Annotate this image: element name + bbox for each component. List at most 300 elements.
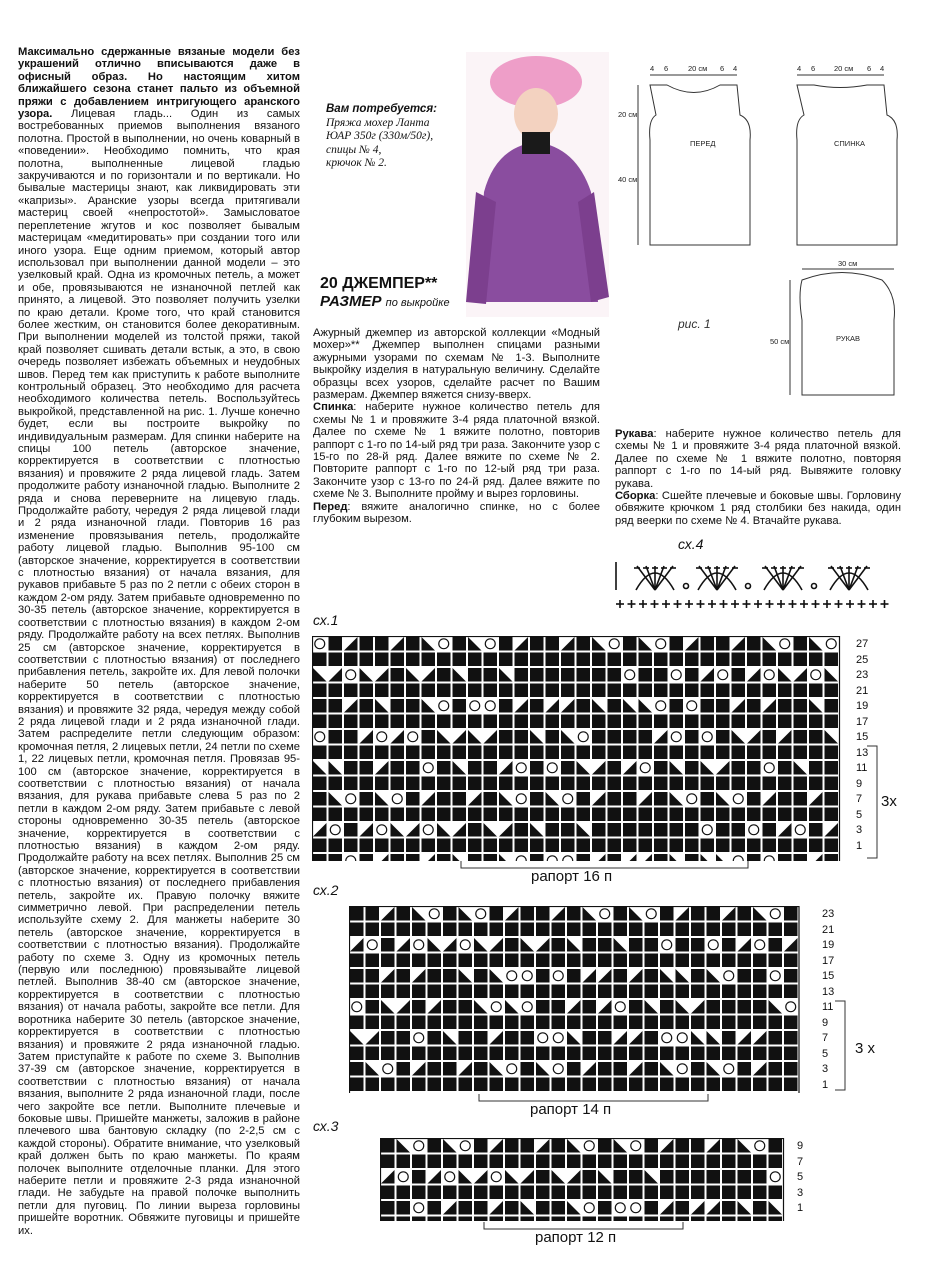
dim-top-i: 6	[867, 64, 872, 73]
chart-cell	[592, 653, 606, 667]
chart-cell	[732, 777, 746, 791]
chart-cell	[412, 1170, 426, 1184]
chart-cell	[763, 777, 777, 791]
chart-cell	[329, 684, 343, 698]
fan-motif	[696, 566, 738, 590]
chart-cell	[722, 923, 736, 937]
chart-cell	[437, 854, 451, 861]
chart-cell	[344, 746, 358, 760]
chart-cell	[738, 1000, 752, 1014]
chart-cell	[809, 839, 823, 853]
chart-cell	[794, 839, 808, 853]
chart-cell	[722, 1186, 736, 1200]
front-outline	[650, 85, 751, 245]
chart-cell	[360, 684, 374, 698]
chart-cell	[567, 985, 581, 999]
chart-cell	[460, 940, 470, 950]
chart-cell	[747, 746, 761, 760]
row-number: 21	[822, 923, 835, 936]
chart-cell	[763, 808, 777, 822]
chart-cell	[753, 1217, 767, 1222]
front-label: ПЕРЕД	[690, 139, 716, 148]
scheme1-repeat: 3х	[881, 793, 897, 810]
chart-cell	[484, 839, 498, 853]
chart-cell	[552, 1016, 566, 1030]
chart-cell	[536, 907, 550, 921]
chart-cell	[614, 1062, 628, 1076]
dim-50: 50 см	[770, 337, 790, 346]
chart-cell	[784, 1016, 798, 1030]
chart-cell	[584, 1141, 594, 1151]
chart-cell	[577, 653, 591, 667]
chart-cell	[716, 699, 730, 713]
chart-cell	[428, 1047, 442, 1061]
chart-cell	[639, 746, 653, 760]
chart-cell	[352, 1002, 362, 1012]
row-number: 5	[856, 808, 863, 821]
chart-cell	[639, 684, 653, 698]
chart-cell	[530, 653, 544, 667]
chart-cell	[397, 969, 411, 983]
chart-cell	[660, 1186, 674, 1200]
chart-cell	[639, 730, 653, 744]
chart-cell	[406, 792, 420, 806]
chart-cell	[738, 907, 752, 921]
chart-cell	[763, 730, 777, 744]
chart-cell	[567, 1062, 581, 1076]
chart-cell	[639, 653, 653, 667]
chart-cell	[536, 1078, 550, 1092]
chart-cell	[397, 1047, 411, 1061]
chart-cell	[784, 969, 798, 983]
chart-cell	[764, 670, 774, 680]
chart-cell	[391, 808, 405, 822]
chart-cell	[769, 954, 783, 968]
chart-cell	[707, 1155, 721, 1169]
chart-cell	[614, 954, 628, 968]
scheme2-bracket	[834, 1000, 848, 1092]
chart-cell	[484, 653, 498, 667]
chart-cell	[825, 699, 839, 713]
chart-cell	[794, 730, 808, 744]
chart-cell	[631, 1141, 641, 1151]
chart-cell	[654, 684, 668, 698]
chart-cell	[691, 1170, 705, 1184]
chart-cell	[660, 1000, 674, 1014]
chart-cell	[592, 839, 606, 853]
chart-cell	[583, 1031, 597, 1045]
row-number: 17	[822, 954, 835, 967]
chart-cell	[329, 699, 343, 713]
chart-cell	[598, 1016, 612, 1030]
chart-cell	[763, 746, 777, 760]
chart-cell	[453, 653, 467, 667]
scheme2-rapport: рапорт 14 п	[530, 1101, 612, 1118]
chart-cell	[459, 1155, 473, 1169]
chart-cell	[521, 1078, 535, 1092]
chart-cell	[453, 699, 467, 713]
chart-cell	[406, 715, 420, 729]
chart-cell	[377, 825, 387, 835]
chart-cell	[747, 699, 761, 713]
chart-cell	[716, 839, 730, 853]
chart-cell	[397, 1201, 411, 1215]
chart-cell	[825, 761, 839, 775]
chart-cell	[505, 985, 519, 999]
chart-cell	[516, 763, 526, 773]
chart-cell	[505, 1186, 519, 1200]
chart-cell	[778, 715, 792, 729]
chart-cell	[350, 907, 364, 921]
chart-cell	[406, 839, 420, 853]
row-number: 9	[822, 1016, 829, 1029]
chart-cell	[484, 761, 498, 775]
chart-cell	[825, 792, 839, 806]
chart-cell	[732, 761, 746, 775]
back-label: Спинка	[313, 401, 354, 414]
chart-cell	[391, 684, 405, 698]
chart-cell	[453, 746, 467, 760]
chart-cell	[660, 907, 674, 921]
chart-cell	[614, 1155, 628, 1169]
chart-cell	[552, 1047, 566, 1061]
chart-cell	[608, 823, 622, 837]
chart-cell	[375, 653, 389, 667]
chart-cell	[654, 808, 668, 822]
chart-cell	[646, 909, 656, 919]
chart-cell	[707, 1047, 721, 1061]
chart-cell	[391, 777, 405, 791]
chart-cell	[367, 940, 377, 950]
chart-cell	[671, 732, 681, 742]
chart-cell	[654, 823, 668, 837]
chart-cell	[515, 808, 529, 822]
chart-cell	[360, 699, 374, 713]
chart-cell	[428, 1155, 442, 1169]
chart-cell	[685, 839, 699, 853]
chart-cell	[360, 792, 374, 806]
chart-cell	[516, 794, 526, 804]
chart-cell	[769, 985, 783, 999]
chart-cell	[738, 1016, 752, 1030]
chart-cell	[691, 1047, 705, 1061]
chart-cell	[701, 699, 715, 713]
chart-cell	[470, 701, 480, 711]
chart-cell	[738, 1078, 752, 1092]
chart-cell	[654, 653, 668, 667]
chart-cell	[784, 1047, 798, 1061]
chart-cell	[825, 854, 839, 861]
chart-cell	[639, 777, 653, 791]
chart-cell	[623, 637, 637, 651]
chart-cell	[412, 985, 426, 999]
chart-cell	[546, 684, 560, 698]
chart-cell	[811, 670, 821, 680]
chart-cell	[423, 825, 433, 835]
chart-cell	[397, 954, 411, 968]
chart-cell	[738, 1062, 752, 1076]
chart-cell	[459, 923, 473, 937]
chart-cell	[763, 653, 777, 667]
chart-cell	[491, 1172, 501, 1182]
chart-cell	[505, 1078, 519, 1092]
chart-cell	[769, 1047, 783, 1061]
chart-cell	[670, 653, 684, 667]
chart-cell	[608, 715, 622, 729]
scheme1-rapport: рапорт 16 п	[531, 868, 613, 885]
chart-cell	[691, 985, 705, 999]
chart-cell	[553, 1033, 563, 1043]
chart-cell	[414, 1141, 424, 1151]
chart-cell	[381, 1078, 395, 1092]
chart-cell	[428, 1016, 442, 1030]
chart-cell	[381, 1031, 395, 1045]
chart-cell	[722, 1170, 736, 1184]
chart-cell	[459, 1016, 473, 1030]
row-number: 7	[822, 1032, 829, 1044]
chart-cell	[577, 746, 591, 760]
chart-cell	[645, 1031, 659, 1045]
chart-cell	[515, 730, 529, 744]
chart-cell	[422, 730, 436, 744]
chart-cell	[350, 1062, 364, 1076]
chart-cell	[459, 1031, 473, 1045]
dim-top-c: 20 см	[688, 64, 708, 73]
model-title	[320, 275, 480, 312]
chart-cell	[490, 1155, 504, 1169]
chart-cell	[459, 1047, 473, 1061]
chart-cell	[747, 684, 761, 698]
chart-cell	[701, 637, 715, 651]
chart-cell	[676, 1047, 690, 1061]
chart-cell	[313, 746, 327, 760]
intro-paragraph: Ажурный джемпер из авторской коллекции «Модный мохер»** Джемпер выполнен спицами разными ажурными узорами по схемам № 1-3. Выполните выкройку изделия в натуральную величину. Сделайте образцы всех узоров, сделайте расчет по Вашим размерам. Джемпер вяжется снизу-вверх.	[313, 327, 600, 402]
chart-cell	[769, 1186, 783, 1200]
chart-cell	[422, 839, 436, 853]
chart-cell	[794, 684, 808, 698]
chart-cell	[428, 1078, 442, 1092]
chart-cell	[563, 794, 573, 804]
chart-cell	[691, 1186, 705, 1200]
chart-cell	[623, 684, 637, 698]
chart-cell	[521, 1155, 535, 1169]
chart-cell	[753, 1155, 767, 1169]
chart-cell	[716, 684, 730, 698]
chart-cell	[795, 825, 805, 835]
chart-cell	[329, 839, 343, 853]
chart-cell	[769, 1031, 783, 1045]
chart-cell	[313, 684, 327, 698]
chart-cell	[459, 1201, 473, 1215]
scheme3-label: сх.3	[313, 1118, 339, 1134]
chart-cell	[738, 969, 752, 983]
chart-cell	[552, 1186, 566, 1200]
chart-cell	[625, 670, 635, 680]
chart-cell	[623, 746, 637, 760]
chart-cell	[738, 985, 752, 999]
chart-cell	[344, 684, 358, 698]
chart-cell	[753, 1186, 767, 1200]
chart-cell	[521, 907, 535, 921]
sleeve-label: Рукава	[615, 428, 654, 440]
chart-cell	[707, 985, 721, 999]
chart-cell	[598, 938, 612, 952]
chart-cell	[406, 684, 420, 698]
chart-cell	[614, 985, 628, 999]
size-label: РАЗМЕР	[320, 293, 382, 310]
chart-cell	[383, 1064, 393, 1074]
chart-cell	[437, 808, 451, 822]
chart-cell	[315, 732, 325, 742]
chart-cell	[484, 746, 498, 760]
model-name: 20 ДЖЕМПЕР**	[320, 275, 438, 292]
chart-cell	[747, 715, 761, 729]
chart-cell	[738, 1217, 752, 1222]
row-number: 17	[856, 715, 869, 728]
chart-cell	[474, 1031, 488, 1045]
chart-cell	[468, 808, 482, 822]
chart-cell	[437, 839, 451, 853]
chart-cell	[536, 1186, 550, 1200]
chart-cell	[546, 839, 560, 853]
row-number: 11	[856, 762, 868, 774]
chart-cell	[459, 1186, 473, 1200]
chart-cell	[561, 823, 575, 837]
chart-cell	[662, 940, 672, 950]
back-label: СПИНКА	[834, 139, 865, 148]
dim-top-d: 6	[720, 64, 725, 73]
chart-cell	[722, 1201, 736, 1215]
chart-cell	[490, 1016, 504, 1030]
chart-cell	[577, 637, 591, 651]
chart-cell	[623, 839, 637, 853]
chart-cell	[738, 1047, 752, 1061]
chart-cell	[397, 985, 411, 999]
chart-cell	[763, 715, 777, 729]
chart-cell	[397, 1062, 411, 1076]
chart-cell	[329, 777, 343, 791]
chart-cell	[670, 637, 684, 651]
chart-cell	[546, 777, 560, 791]
chart-cell	[468, 839, 482, 853]
chart-cell	[825, 684, 839, 698]
chart-cell	[422, 808, 436, 822]
chart-cell	[546, 730, 560, 744]
chart-cell	[629, 985, 643, 999]
chart-cell	[443, 1016, 457, 1030]
chart-cell	[375, 715, 389, 729]
chart-cell	[645, 1047, 659, 1061]
scheme2-chart	[349, 906, 814, 1093]
chart-cell	[375, 777, 389, 791]
chart-cell	[530, 746, 544, 760]
chart-cell	[670, 715, 684, 729]
chart-cell	[825, 808, 839, 822]
chart-cell	[608, 653, 622, 667]
chart-cell	[346, 856, 356, 861]
chart-cell	[583, 1078, 597, 1092]
chart-cell	[598, 1139, 612, 1153]
chart-cell	[530, 777, 544, 791]
chart-cell	[561, 653, 575, 667]
chart-cell	[608, 777, 622, 791]
chart-cell	[329, 746, 343, 760]
chart-cell	[313, 854, 327, 861]
chart-cell	[476, 909, 486, 919]
chart-cell	[391, 699, 405, 713]
chain-mark	[746, 584, 751, 589]
chart-cell	[639, 668, 653, 682]
chart-cell	[474, 1078, 488, 1092]
chart-cell	[755, 1141, 765, 1151]
row-number: 3	[822, 1063, 829, 1075]
chart-cell	[764, 856, 774, 861]
chart-cell	[398, 1172, 408, 1182]
row-number: 13	[822, 985, 835, 998]
chart-cell	[468, 684, 482, 698]
chart-cell	[536, 985, 550, 999]
chart-cell	[722, 938, 736, 952]
chart-cell	[598, 985, 612, 999]
sleeve-label: РУКАВ	[836, 334, 860, 343]
chart-cell	[561, 839, 575, 853]
chart-cell	[701, 792, 715, 806]
chart-cell	[484, 808, 498, 822]
chart-cell	[437, 792, 451, 806]
chart-cell	[536, 1016, 550, 1030]
chart-cell	[344, 777, 358, 791]
chart-cell	[623, 653, 637, 667]
chart-cell	[614, 1186, 628, 1200]
chart-cell	[784, 907, 798, 921]
chart-cell	[701, 653, 715, 667]
chart-cell	[614, 907, 628, 921]
chart-cell	[428, 969, 442, 983]
chart-cell	[521, 954, 535, 968]
chart-cell	[422, 715, 436, 729]
chart-cell	[391, 854, 405, 861]
chart-cell	[360, 808, 374, 822]
chart-cell	[344, 730, 358, 744]
chart-cell	[381, 1016, 395, 1030]
chart-cell	[346, 794, 356, 804]
chart-cell	[490, 1078, 504, 1092]
materials-line1: Пряжа мохер Ланта	[326, 116, 430, 129]
chart-cell	[561, 668, 575, 682]
chart-cell	[685, 808, 699, 822]
chart-cell	[552, 923, 566, 937]
chart-cell	[691, 1155, 705, 1169]
chart-cell	[397, 1217, 411, 1222]
chart-cell	[707, 954, 721, 968]
chart-cell	[437, 746, 451, 760]
chart-cell	[468, 668, 482, 682]
chart-cell	[722, 985, 736, 999]
chain-mark	[684, 584, 689, 589]
chart-cell	[794, 854, 808, 861]
chart-cell	[439, 701, 449, 711]
row-number: 15	[856, 731, 869, 743]
chart-cell	[769, 1016, 783, 1030]
chart-cell	[707, 1000, 721, 1014]
chart-cell	[608, 792, 622, 806]
chart-cell	[423, 763, 433, 773]
chart-cell	[428, 1201, 442, 1215]
chart-cell	[344, 715, 358, 729]
chart-cell	[747, 808, 761, 822]
chart-cell	[676, 938, 690, 952]
chart-cell	[381, 923, 395, 937]
